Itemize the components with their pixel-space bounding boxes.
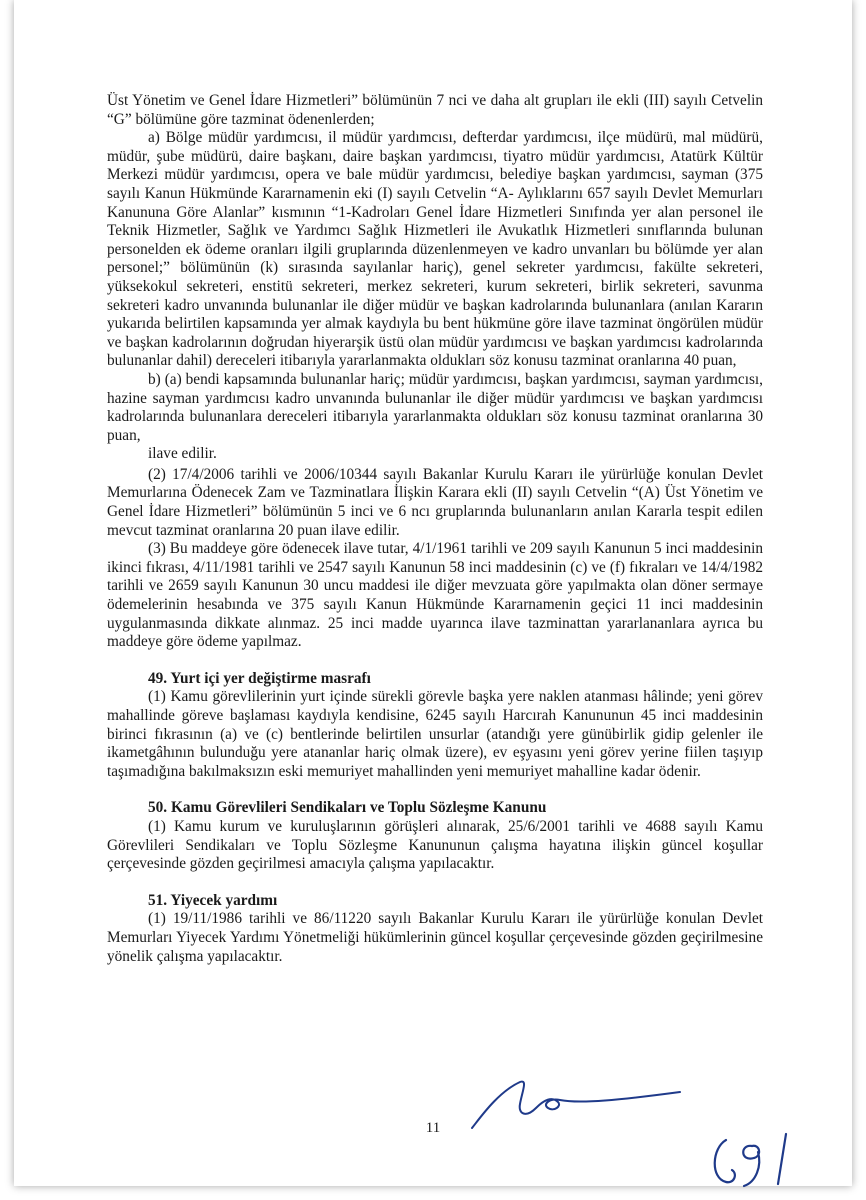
section-50-heading: 50. Kamu Görevlileri Sendikaları ve Toplu Sözleşme Kanunu xyxy=(148,799,547,817)
signature-icon xyxy=(470,1078,710,1138)
document-body xyxy=(107,92,763,966)
section-49-heading: 49. Yurt içi yer değiştirme masrafı xyxy=(148,669,371,687)
section-51-body: (1) 19/11/1986 tarihli ve 86/11220 sayılı Bakanlar Kurulu Kararı ile yürürlüğe konulan Devlet Memurları Yiyecek Yardımı Yönetmeliği hükümlerinin güncel koşullar çerçevesinde gözden geçirilmesine yönelik çalışma yapılacaktır. xyxy=(107,910,763,965)
section-50-body: (1) Kamu kurum ve kuruluşlarının görüşleri alınarak, 25/6/2001 tarihli ve 4688 sayılı Kamu Görevlileri Sendikaları ve Toplu Sözleşme Kanununun çalışma hayatına ilişkin güncel koşullar çerçevesinde gözden geçirilmesi amacıyla çalışma yapılacaktır. xyxy=(107,817,763,873)
paragraph-intro: Üst Yönetim ve Genel İdare Hizmetleri” bölümünün 7 nci ve daha alt grupları ile ekli (III) sayılı Cetvelin “G” bölümüne göre tazminat ödenenlerden; xyxy=(107,92,763,128)
paragraph-3: (3) Bu maddeye göre ödenecek ilave tutar, 4/1/1961 tarihli ve 209 sayılı Kanunun 5 inci maddesinin ikinci fıkrası, 4/11/1981 tarihli ve 2547 sayılı Kanunun 58 inci maddesinin (c) ve (f) fıkraları ve 14/4/1982 tarihli ve 2659 sayılı Kanunun 30 uncu maddesi ile diğer mevzuata göre yapılmakta olan döner sermaye ödemelerinin hesabında ve 375 sayılı Kanun Hükmünde Kararnamenin geçici 11 inci maddesinin uygulanmasında dikkate alınmaz. 25 inci madde uyarınca ilave tazminattan yararlananlara ayrıca bu maddeye göre ödeme yapılmaz. xyxy=(107,540,763,651)
paragraph-2: (2) 17/4/2006 tarihli ve 2006/10344 sayılı Bakanlar Kurulu Kararı ile yürürlüğe konulan Devlet Memurlarına Ödenecek Zam ve Tazminatlara İlişkin Karara ekli (II) sayılı Cetvelin “(A) Üst Yönetim ve Genel İdare Hizmetleri” bölümünün 5 inci ve 6 ncı gruplarında bulunanların anılan Kararla tespit edilen mevcut tazminat oranlarına 20 puan ilave edilir. xyxy=(107,465,763,539)
section-49-body: (1) Kamu görevlilerinin yurt içinde sürekli görevle başka yere naklen atanması hâlinde; yeni görev mahallinde göreve başlaması kaydıyla kendisine, 6245 sayılı Harcırah Kanununun 45 inci maddesinin birinci fıkrasının (a) ve (c) bentlerinde belirtilen unsurlar (atandığı yere günübirlik gidip gelenler ile ikametgâhının bulunduğu yere atananlar hariç olmak üzere), ev eşyasını yeni görev yerine fiilen taşıyıp taşımadığına bakılmaksızın eski memuriyet mahallinden yeni memuriyet mahalline kadar ödenir. xyxy=(107,688,763,780)
initials-icon xyxy=(704,1126,804,1196)
paragraph-ilave: ilave edilir. xyxy=(148,445,217,463)
paragraph-b: b) (a) bendi kapsamında bulunanlar hariç; müdür yardımcısı, başkan yardımcısı, sayman yardımcısı, hazine sayman yardımcısı kadro unvanında bulunanlar ile diğer müdür yardımcısı ve başkan yardımcısı kadrolarında bulunanlara dereceleri itibarıyla yararlanmakta oldukları söz konusu tazminat oranlarına 30 puan, xyxy=(107,370,763,444)
paragraph-a: a) Bölge müdür yardımcısı, il müdür yardımcısı, defterdar yardımcısı, ilçe müdürü, mal müdürü, müdür, şube müdürü, daire başkanı, daire başkan yardımcısı, tiyatro müdür yardımcısı, Atatürk Kültür Merkezi müdür yardımcısı, opera ve bale müdür yardımcısı, belediye başkan yardımcısı, sayman (375 sayılı Kanun Hükmünde Kararnamenin eki (I) sayılı Cetvelin “A- Aylıklarını 657 sayılı Devlet Memurları Kanununa Göre Alanlar” kısmının “1-Kadroları Genel İdare Hizmetleri Sınıfında yer alan personel ile Teknik Hizmetler, Sağlık ve Yardımcı Sağlık Hizmetleri ile Avukatlık Hizmetleri sınıflarında bulunan personelden ek ödeme oranları ilgili gruplarında düzenlenmeyen ve kadro unvanları bu bölümde yer alan personel;” bölümünün (k) sırasında sayılanlar hariç), genel sekreter yardımcısı, fakülte sekreteri, yüksekokul sekreteri, enstitü sekreteri, merkez sekreteri, kurum sekreteri, birlik sekreteri, savunma sekreteri kadro unvanında bulunanlar ile diğer müdür ve başkan kadrolarında bulunanlara (anılan Kararın yukarıda belirtilen kapsamında yer almak kaydıyla bu bent hükmüne göre ilave tazminat öngörülen müdür ve başkan kadrolarının doğrudan hiyerarşik üstü olan müdür yardımcısı ve başkan yardımcısı kadrolarında bulunanlar dahil) dereceleri itibarıyla yararlanmakta oldukları söz konusu tazminat oranlarına 40 puan, xyxy=(107,129,763,370)
section-51-heading: 51. Yiyecek yardımı xyxy=(148,891,278,909)
page-number: 11 xyxy=(425,1120,441,1136)
